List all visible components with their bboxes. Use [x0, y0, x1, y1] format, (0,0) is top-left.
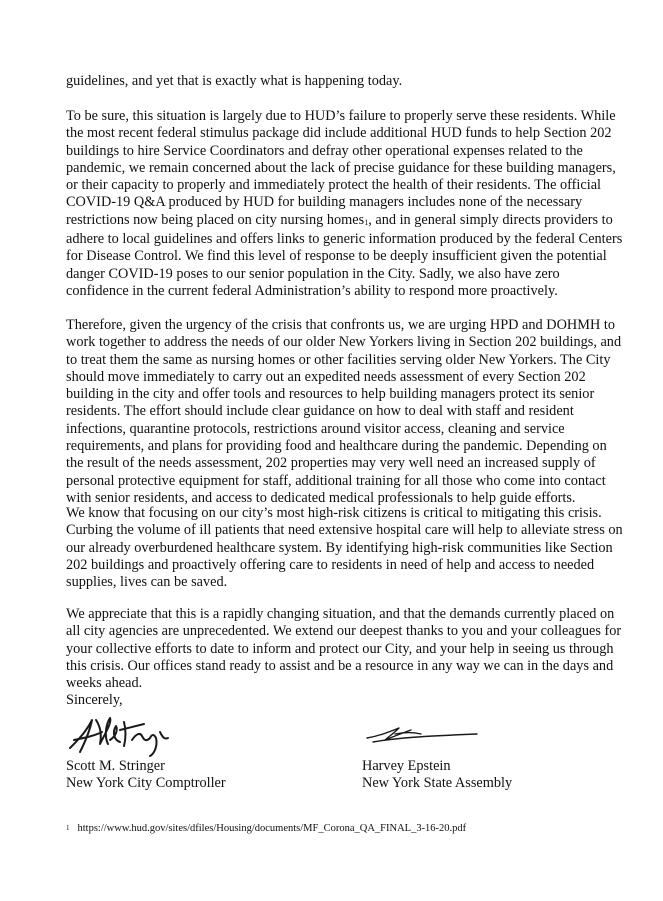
paragraph-hud-failure-text: To be sure, this situation is largely due to HUD’s failure to properly serve these residents. While the most recent federal stimulus package did include additional HUD funds to help Section 202 buildings to hire Service Coordinators and defray other operational expenses related to the pandemic, we remain concerned about the lack of precise guidance for these building managers, or their capacity to properly and immediately protect the health of their residents. The official COVID-19 Q&A produced by HUD for building managers includes none of the necessary restrictions now being placed on city nursing homes [66, 108, 616, 228]
signer-title: New York City Comptroller [66, 775, 226, 792]
signer-title: New York State Assembly [362, 775, 513, 792]
footnote-number: 1 [66, 824, 70, 832]
footnote [66, 822, 466, 835]
paragraph-high-risk: We know that focusing on our city’s most high-risk citizens is critical to mitigating this crisis. Curbing the volume of ill patients that need extensive hospital care will help to alleviate stress on our already overburdened healthcare system. By identifying high-risk communities like Section 202 buildings and proactively offering care to residents in need of help and access to needed supplies, lives can be saved. [66, 505, 623, 591]
paragraph-intro-tail: guidelines, and yet that is exactly what is happening today. [66, 73, 403, 89]
signer-name: Scott M. Stringer [66, 758, 165, 774]
signer-epstein [362, 758, 512, 793]
footnote-url[interactable]: https://www.hud.gov/sites/dfiles/Housing/documents/MF_Corona_QA_FINAL_3-16-20.pdf [77, 823, 467, 834]
signature-stringer [66, 710, 176, 758]
closing-salutation: Sincerely, [66, 692, 123, 708]
paragraph-hud-failure-continuation: , and in general simply directs providers to adhere to local guidelines and offers links to generic information produced by the federal Centers for Disease Control. We find this level of response to be deeply insufficient given the potential danger COVID-19 poses to our senior population in the City. Sadly, we also have zero confidence in the current federal Administration’s ability to respond more proactively. [66, 211, 623, 299]
signer-stringer [66, 758, 226, 793]
footnote-reference: 1 [364, 217, 369, 227]
paragraph-urging-action: Therefore, given the urgency of the crisis that confronts us, we are urging HPD and DOHMH to work together to address the needs of our older New Yorkers living in Section 202 buildings, and to treat them the same as nursing homes or other facilities serving older New Yorkers. The City should move immediately to carry out an expedited needs assessment of every Section 202 building in the city and offer tools and resources to help building managers protect its senior residents. The effort should include clear guidance on how to deal with staff and resident infections, quarantine protocols, restrictions around visitor access, cleaning and service requirements, and plans for providing food and healthcare during the pandemic. Depending on the result of the needs assessment, 202 properties may very well need an increased supply of personal protective equipment for staff, additional training for all those who come into contact with senior residents, and access to dedicated medical professionals to help guide efforts. [66, 317, 622, 506]
signature-epstein [365, 722, 480, 746]
paragraph-hud-failure [66, 108, 624, 300]
paragraph-appreciation: We appreciate that this is a rapidly changing situation, and that the demands currently placed on all city agencies are unprecedented. We extend our deepest thanks to you and your colleagues for your collective efforts to date to inform and protect our City, and your help in seeing us through this crisis. Our offices stand ready to assist and be a resource in any way we can in the days and weeks ahead. [66, 606, 622, 692]
signer-name: Harvey Epstein [362, 758, 451, 774]
